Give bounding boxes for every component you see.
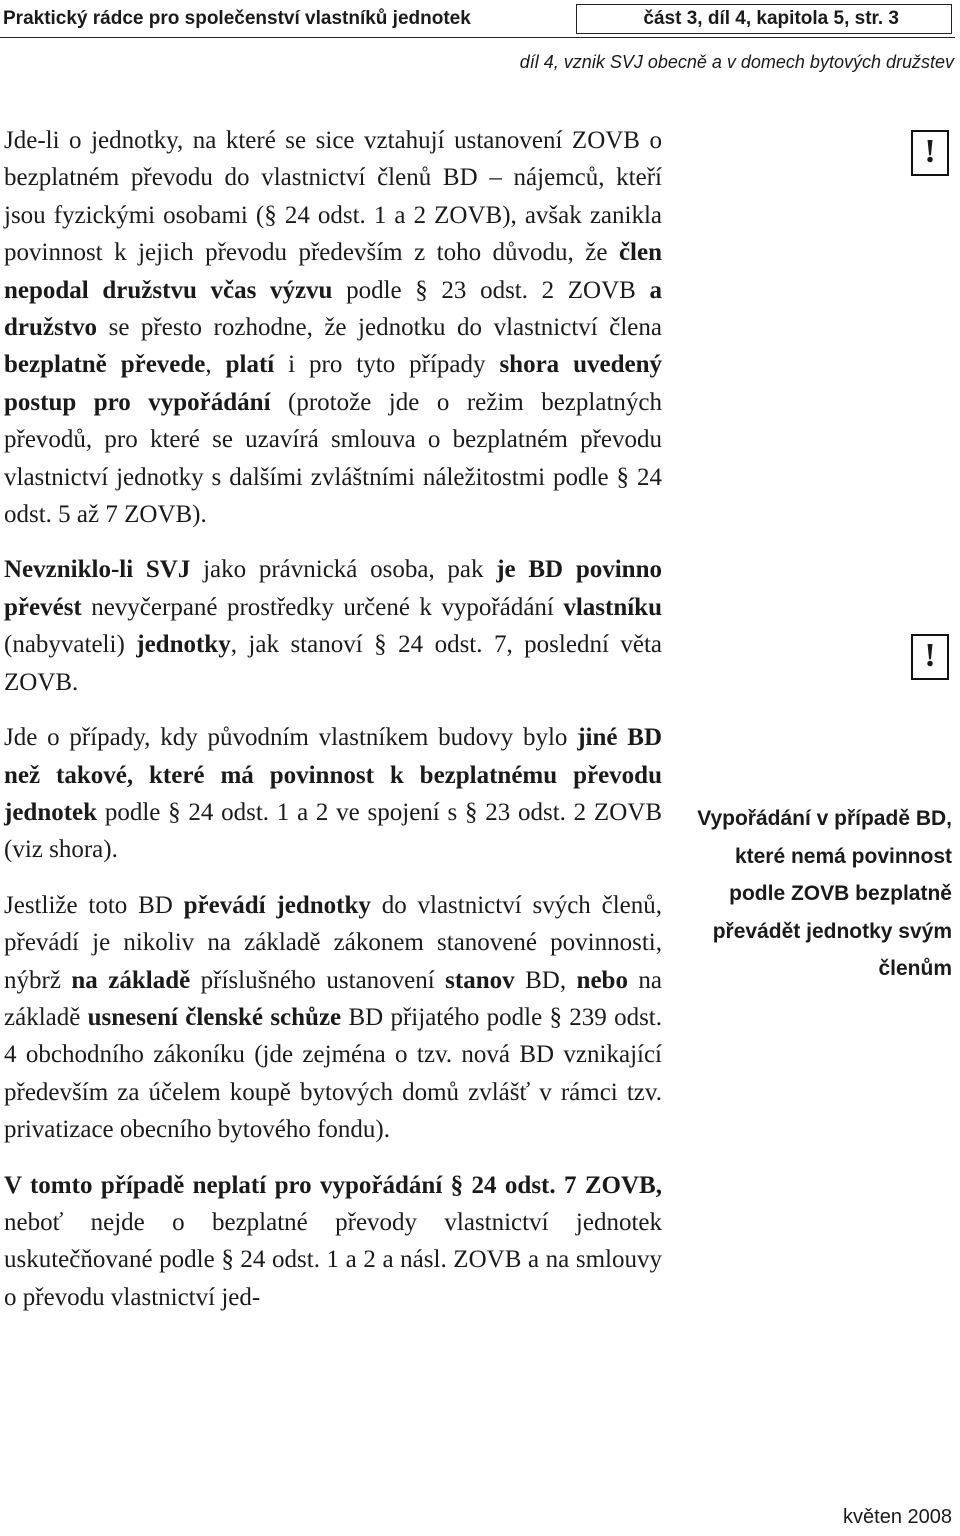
paragraph: Jde-li o jednotky, na které se sice vztahují ustanovení ZOVB o bezplatném převodu do vlastnictví členů BD – nájemců, kteří jsou fyzickými osobami (§ 24 odst. 1 a 2 ZOVB), avšak zanikla povinnost k jejich převodu především z toho důvodu, že člen nepodal družstvu včas výzvu podle § 23 odst. 2 ZOVB a družstvo se přesto rozhodne, že jednotku do vlastnictví člena bezplatně převede, platí i pro tyto případy shora uvedený postup pro vypořádání (protože jde o režim bezplatných převodů, pro které se uzavírá smlouva o bezplatném převodu vlastnictví jednotky s dalšími zvláštními náležitostmi podle § 24 odst. 5 až 7 ZOVB). <box>4 127 663 529</box>
header-rule <box>0 37 955 38</box>
paragraph: Jde o případy, kdy původním vlastníkem budovy bylo jiné BD než takové, které má povinnost k bezplatnému převodu jednotek podle § 24 odst. 1 a 2 ve spojení s § 23 odst. 2 ZOVB (viz shora). <box>4 724 662 864</box>
section-reference-box: část 3, díl 4, kapitola 5, str. 3 <box>576 4 952 34</box>
body-text <box>4 122 662 1316</box>
margin-note: Vypořádání v případě BD, které nemá povinnost podle ZOVB bezplatně převádět jednotky svým členům <box>697 807 952 980</box>
paragraph: V tomto případě neplatí pro vypořádání § 24 odst. 7 ZOVB, neboť nejde o bezplatné převody vlastnictví jednotek uskutečňované podle § 24 odst. 1 a 2 a násl. ZOVB a na smlouvy o převodu vlastnictví jed- <box>4 1171 662 1311</box>
publication-title: Praktický rádce pro společenství vlastníků jednotek <box>3 8 471 29</box>
exclamation-icon: ! <box>911 634 949 680</box>
exclamation-icon: ! <box>911 130 949 176</box>
paragraph: Jestliže toto BD převádí jednotky do vlastnictví svých členů, převádí je nikoliv na základě zákonem stanovené povinnosti, nýbrž na základě příslušného ustanovení stanov BD, nebo na základě usnesení členské schůze BD přijatého podle § 239 odst. 4 obchodního zákoníku (jde zejména o tzv. nová BD vznikající především za účelem koupě bytových domů zvlášť v rámci tzv. privatizace obecního bytového fondu). <box>4 891 663 1144</box>
footer-date: květen 2008 <box>843 1506 952 1528</box>
paragraph: Nevzniklo-li SVJ jako právnická osoba, pak je BD povinno převést nevyčerpané prostředky určené k vypořádání vlastníku (nabyvateli) jednotky, jak stanoví § 24 odst. 7, poslední věta ZOVB. <box>4 556 662 696</box>
page-header <box>0 0 955 38</box>
chapter-subtitle: díl 4, vznik SVJ obecně a v domech bytových družstev <box>519 52 954 72</box>
